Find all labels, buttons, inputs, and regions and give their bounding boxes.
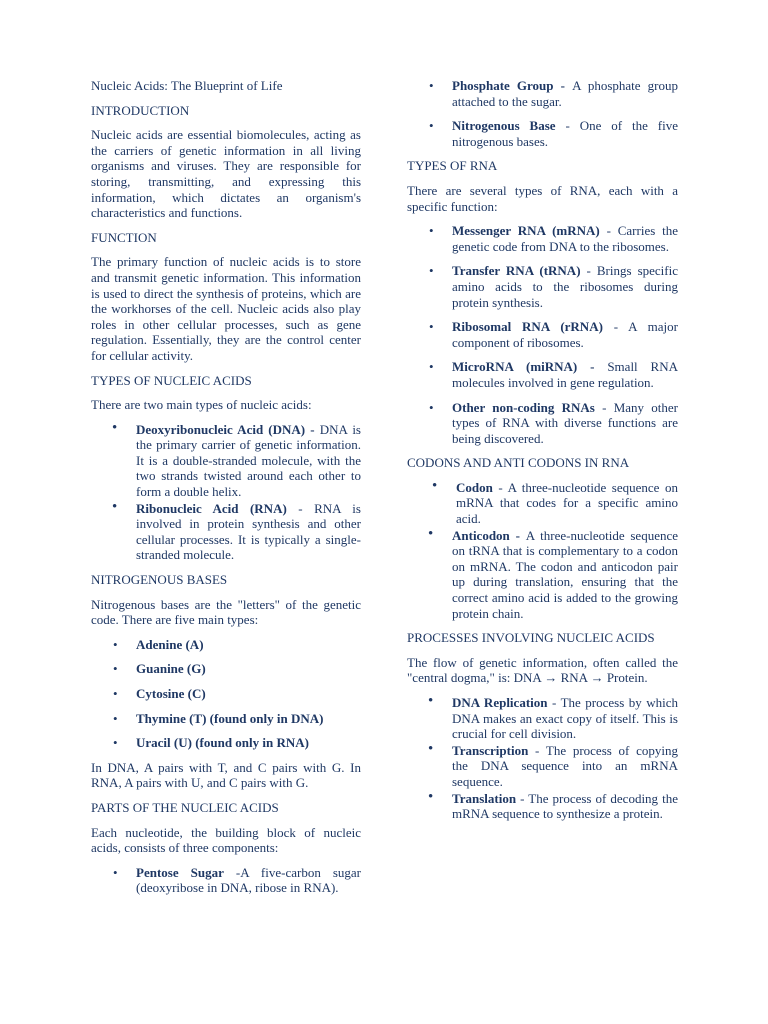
list-item xyxy=(407,477,678,527)
list-item-separator: - xyxy=(305,421,320,437)
list-item-term: Transfer RNA (tRNA) xyxy=(452,263,581,279)
bullet-icon: • xyxy=(429,223,434,239)
list-item-separator: - xyxy=(492,479,508,495)
bullet-icon: • xyxy=(429,359,434,375)
bases-list xyxy=(91,637,361,751)
bullet-icon: • xyxy=(112,498,118,515)
list-item-separator: - xyxy=(509,527,526,543)
nucleic-acid-types-list xyxy=(91,419,361,563)
list-item-desc: A phosphate group attached to the sugar. xyxy=(452,78,678,109)
bullet-icon: • xyxy=(112,419,118,436)
list-item-desc: A three-nucleotide sequence on mRNA that codes for a specific amino acid. xyxy=(456,479,678,527)
left-column xyxy=(91,78,361,905)
list-item-separator: - xyxy=(577,359,608,375)
list-item-term: Adenine (A) xyxy=(136,636,204,652)
parts-intro: Each nucleotide, the building block of nucleic acids, consists of three components: xyxy=(91,824,361,856)
list-item-desc: Small RNA molecules involved in gene regulation. xyxy=(452,359,678,390)
types-heading: TYPES OF NUCLEIC ACIDS xyxy=(91,372,252,388)
introduction-paragraph: Nucleic acids are essential biomolecules, acting as the carriers of genetic information in all living organisms and viruses. They are responsible for storing, transmitting, and expressing this information, which dictates an organism's characteristics and functions. xyxy=(91,127,361,221)
list-item xyxy=(407,223,678,254)
processes-list xyxy=(407,695,678,822)
list-item xyxy=(91,419,361,500)
bullet-icon: • xyxy=(429,399,434,415)
list-item-separator: - xyxy=(528,742,546,758)
bullet-icon: • xyxy=(429,319,434,335)
list-item-desc: The process of copying the DNA sequence into an mRNA sequence. xyxy=(452,742,678,789)
list-item xyxy=(407,525,678,622)
list-item xyxy=(407,359,678,390)
pairing-paragraph: In DNA, A pairs with T, and C pairs with G. In RNA, A pairs with U, and C pairs with G. xyxy=(91,759,361,791)
list-item xyxy=(91,637,361,653)
list-item-desc: One of the five nitrogenous bases. xyxy=(452,118,678,149)
list-item-term: Uracil (U) (found only in RNA) xyxy=(136,735,309,751)
list-item-separator: - xyxy=(553,78,573,93)
list-item-term: DNA Replication xyxy=(452,695,548,710)
bullet-icon: • xyxy=(113,735,118,751)
list-item xyxy=(407,263,678,310)
bullet-icon: • xyxy=(113,686,118,701)
list-item-separator: - xyxy=(223,864,241,880)
bullet-icon: • xyxy=(429,118,434,134)
bullet-icon: • xyxy=(429,263,434,279)
list-item-desc: Brings specific amino acids to the ribosomes during protein synthesis. xyxy=(452,263,678,310)
list-item-separator: - xyxy=(555,118,580,134)
codons-list xyxy=(407,477,678,621)
bases-heading: NITROGENOUS BASES xyxy=(91,572,228,588)
list-item-term: Anticodon xyxy=(452,527,510,543)
list-item-separator: - xyxy=(602,319,629,335)
list-item-separator: - xyxy=(594,399,614,415)
bullet-icon: • xyxy=(428,525,434,542)
list-item-separator: - xyxy=(599,223,618,239)
list-item xyxy=(91,865,361,896)
list-item xyxy=(407,695,678,742)
list-item-desc: The process by which DNA makes an exact copy of itself. This is crucial for cell division. xyxy=(452,695,679,742)
list-item-term: Phosphate Group xyxy=(452,78,554,93)
function-paragraph: The primary function of nucleic acids is to store and transmit genetic information. This information is used to direct the synthesis of proteins, which are the workhorses of the cell. Nucleic acids also play roles in other cellular processes, such as gene regulation. Essentially, they are the control center for cellular activity. xyxy=(91,254,361,363)
bullet-icon: • xyxy=(432,477,438,494)
bullet-icon: • xyxy=(113,636,118,652)
list-item-term: Other non-coding RNAs xyxy=(452,399,595,415)
bullet-icon: • xyxy=(429,78,434,93)
list-item-term: Deoxyribonucleic Acid (DNA) xyxy=(136,421,306,437)
bullet-icon: • xyxy=(113,661,118,677)
list-item-term: Ribosomal RNA (rRNA) xyxy=(452,319,603,335)
bullet-icon: • xyxy=(113,864,118,880)
list-item xyxy=(91,711,361,727)
bullet-icon: • xyxy=(428,693,434,709)
list-item xyxy=(407,788,678,822)
list-item-term: Thymine (T) (found only in DNA) xyxy=(136,710,324,726)
parts-list-continued xyxy=(407,78,678,149)
list-item xyxy=(91,735,361,751)
codons-heading: CODONS AND ANTI CODONS IN RNA xyxy=(407,455,630,471)
list-item xyxy=(91,661,361,677)
function-heading: FUNCTION xyxy=(91,229,157,245)
processes-heading: PROCESSES INVOLVING NUCLEIC ACIDS xyxy=(407,630,655,646)
bases-intro: Nitrogenous bases are the "letters" of the genetic code. There are five main types: xyxy=(91,596,361,628)
document-title: Nucleic Acids: The Blueprint of Life xyxy=(91,78,283,93)
list-item-term: Guanine (G) xyxy=(136,661,206,677)
list-item-desc: Many other types of RNA with diverse functions are being discovered. xyxy=(452,399,678,446)
list-item-separator: - xyxy=(580,263,597,279)
list-item xyxy=(91,498,361,563)
list-item-separator: - xyxy=(516,790,529,806)
bullet-icon: • xyxy=(428,740,434,757)
list-item-desc: DNA is the primary carrier of genetic information. It is a double-stranded molecule, with the two strands twisted around each other to form a double helix. xyxy=(136,421,361,500)
rna-types-heading: TYPES OF RNA xyxy=(407,158,498,174)
list-item-desc: A major component of ribosomes. xyxy=(452,319,678,350)
list-item-term: MicroRNA (miRNA) xyxy=(452,359,578,375)
list-item-desc: A five-carbon sugar (deoxyribose in DNA, ribose in RNA). xyxy=(136,864,361,896)
list-item-term: Codon xyxy=(456,479,493,495)
list-item-separator: - xyxy=(286,500,315,516)
rna-types-intro: There are several types of RNA, each with a specific function: xyxy=(407,182,678,214)
introduction-heading: INTRODUCTION xyxy=(91,102,190,118)
list-item xyxy=(407,118,678,149)
bullet-icon: • xyxy=(113,710,118,726)
parts-list xyxy=(91,865,361,896)
list-item-term: Transcription xyxy=(452,742,529,758)
right-column xyxy=(407,78,678,831)
list-item-desc: Carries the genetic code from DNA to the ribosomes. xyxy=(452,223,678,254)
list-item-separator: - xyxy=(547,695,561,710)
list-item-desc: A three-nucleotide sequence on tRNA that is complementary to a codon on mRNA. The codon and anticodon pair up during translation, ensuring that the correct amino acid is added to the growing protein chain. xyxy=(452,527,678,621)
list-item xyxy=(407,740,678,790)
list-item xyxy=(407,319,678,350)
list-item-term: Messenger RNA (mRNA) xyxy=(452,223,600,239)
list-item-term: Pentose Sugar xyxy=(136,864,224,880)
list-item-desc: The process of decoding the mRNA sequence to synthesize a protein. xyxy=(452,790,678,822)
list-item-term: Nitrogenous Base xyxy=(452,118,556,134)
list-item xyxy=(91,686,361,702)
bullet-icon: • xyxy=(428,788,434,805)
rna-types-list xyxy=(407,223,678,446)
list-item-term: Cytosine (C) xyxy=(136,686,206,701)
types-intro: There are two main types of nucleic acids: xyxy=(91,397,312,413)
list-item xyxy=(407,78,678,109)
list-item-term: Ribonucleic Acid (RNA) xyxy=(136,500,287,516)
parts-heading: PARTS OF THE NUCLEIC ACIDS xyxy=(91,799,279,815)
processes-intro: The flow of genetic information, often called the "central dogma," is: DNA → RNA → Protein. xyxy=(407,654,678,686)
list-item-term: Translation xyxy=(452,790,517,806)
list-item-desc: RNA is involved in protein synthesis and other cellular processes. It is typically a single-stranded molecule. xyxy=(136,500,361,563)
list-item xyxy=(407,400,678,447)
